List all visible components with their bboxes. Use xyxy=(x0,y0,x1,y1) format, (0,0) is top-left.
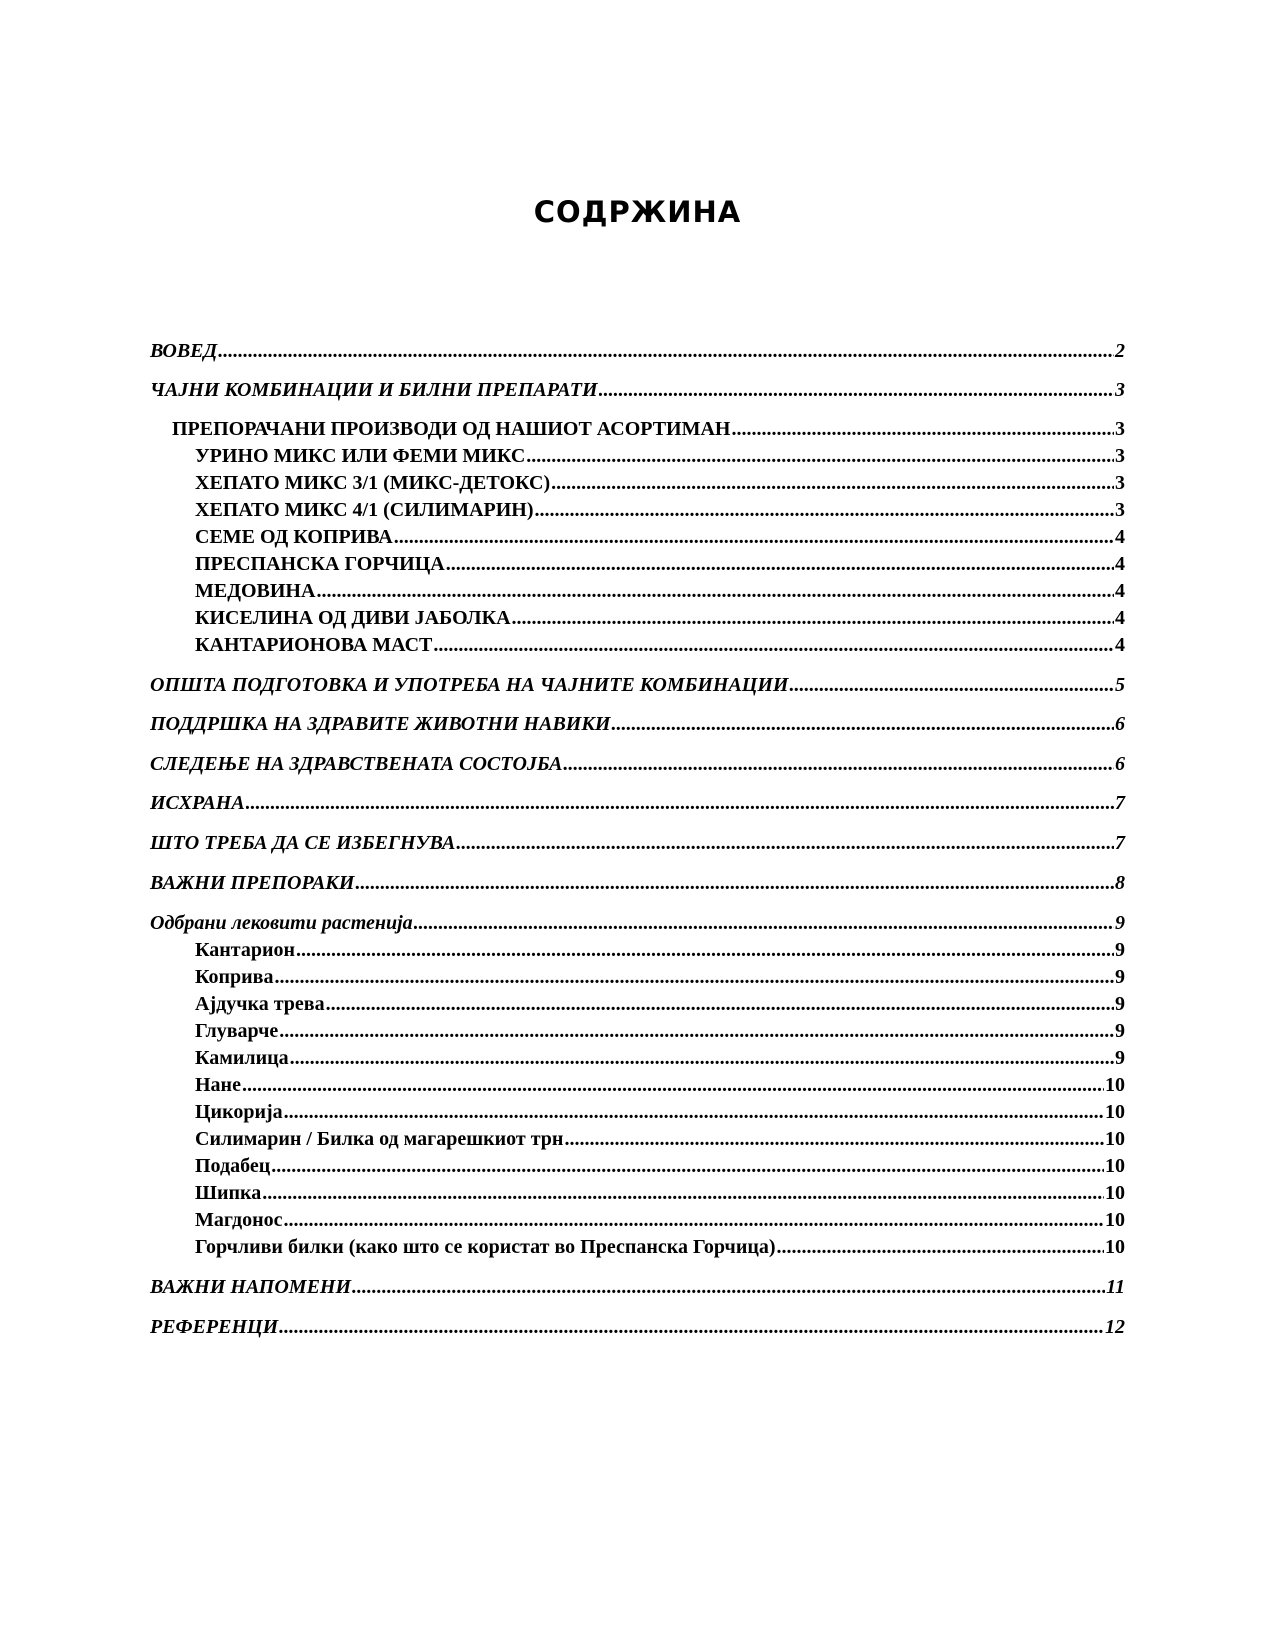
toc-entry[interactable] xyxy=(150,1018,1125,1045)
toc-entry[interactable] xyxy=(150,1126,1125,1153)
toc-entry[interactable] xyxy=(150,790,1125,817)
toc-entry-label: Подабец xyxy=(195,1155,271,1177)
toc-dot-leader xyxy=(284,1099,1104,1126)
toc-entry[interactable] xyxy=(150,377,1125,404)
toc-dot-leader xyxy=(242,1072,1104,1099)
toc-entry[interactable] xyxy=(150,711,1125,738)
toc-entry[interactable] xyxy=(150,338,1125,365)
toc-entry-page-number: 2 xyxy=(1115,340,1125,362)
toc-entry-page-number: 12 xyxy=(1105,1316,1125,1338)
toc-entry-label: МЕДОВИНА xyxy=(195,580,316,602)
toc-dot-leader xyxy=(456,830,1114,857)
toc-entry-page-number: 10 xyxy=(1105,1101,1125,1123)
toc-entry-label: ОПШТА ПОДГОТОВКА И УПОТРЕБА НА ЧАЈНИТЕ КОМБИНАЦИИ xyxy=(150,674,789,696)
toc-entry-page-number: 3 xyxy=(1115,379,1125,401)
toc-entry-label: Кантарион xyxy=(195,939,295,961)
toc-entry[interactable] xyxy=(150,751,1125,778)
toc-entry-page-number: 4 xyxy=(1115,580,1125,602)
toc-entry[interactable] xyxy=(150,470,1125,497)
toc-entry-page-number: 3 xyxy=(1115,472,1125,494)
toc-entry-label: Камилица xyxy=(195,1047,289,1069)
toc-entry[interactable] xyxy=(150,443,1125,470)
toc-entry[interactable] xyxy=(150,551,1125,578)
toc-entry[interactable] xyxy=(150,1234,1125,1261)
toc-entry-label: ИСХРАНА xyxy=(150,792,245,814)
toc-dot-leader xyxy=(611,711,1114,738)
toc-entry[interactable] xyxy=(150,1153,1125,1180)
toc-entry[interactable] xyxy=(150,991,1125,1018)
toc-dot-leader xyxy=(732,416,1115,443)
toc-entry-label: Нане xyxy=(195,1074,241,1096)
toc-entry-label: СЕМЕ ОД КОПРИВА xyxy=(195,526,393,548)
toc-entry-page-number: 10 xyxy=(1105,1236,1125,1258)
toc-dot-leader xyxy=(271,1153,1104,1180)
toc-entry-page-number: 5 xyxy=(1115,674,1125,696)
toc-dot-leader xyxy=(218,338,1114,365)
toc-entry-label: Глуварче xyxy=(195,1020,279,1042)
toc-entry-label: Одбрани лековити растенија xyxy=(150,912,413,934)
toc-entry-page-number: 3 xyxy=(1115,418,1125,440)
toc-entry-label: ПРЕСПАНСКА ГОРЧИЦА xyxy=(195,553,445,575)
toc-entry-label: СЛЕДЕЊЕ НА ЗДРАВСТВЕНАТА СОСТОЈБА xyxy=(150,753,563,775)
toc-entry[interactable] xyxy=(150,416,1125,443)
toc-entry-page-number: 10 xyxy=(1105,1074,1125,1096)
toc-entry-label: ХЕПАТО МИКС 3/1 (МИКС-ДЕТОКС) xyxy=(195,472,551,494)
toc-dot-leader xyxy=(355,870,1114,897)
toc-dot-leader xyxy=(296,937,1114,964)
toc-entry-label: ВАЖНИ НАПОМЕНИ xyxy=(150,1276,352,1298)
toc-entry-label: Силимарин / Билка од магарешкиот трн xyxy=(195,1128,564,1150)
toc-entry-page-number: 4 xyxy=(1115,607,1125,629)
toc-dot-leader xyxy=(246,790,1114,817)
toc-entry[interactable] xyxy=(150,1099,1125,1126)
toc-entry-page-number: 4 xyxy=(1115,553,1125,575)
toc-entry-label: Цикорија xyxy=(195,1101,283,1123)
toc-dot-leader xyxy=(526,443,1114,470)
toc-entry-page-number: 4 xyxy=(1115,526,1125,548)
toc-entry[interactable] xyxy=(150,497,1125,524)
toc-dot-leader xyxy=(283,1207,1104,1234)
toc-entry-label: ПОДДРШКА НА ЗДРАВИТЕ ЖИВОТНИ НАВИКИ xyxy=(150,713,611,735)
toc-entry-label: Коприва xyxy=(195,966,274,988)
page-title: СОДРЖИНА xyxy=(533,195,742,229)
toc-dot-leader xyxy=(789,672,1114,699)
toc-dot-leader xyxy=(535,497,1114,524)
toc-entry-label: ВАЖНИ ПРЕПОРАКИ xyxy=(150,872,355,894)
toc-entry-page-number: 3 xyxy=(1115,445,1125,467)
toc-entry-label: КАНТАРИОНОВА МАСТ xyxy=(195,634,433,656)
toc-dot-leader xyxy=(316,578,1114,605)
toc-entry-label: Шипка xyxy=(195,1182,262,1204)
toc-entry-label: УРИНО МИКС ИЛИ ФЕМИ МИКС xyxy=(195,445,526,467)
toc-entry[interactable] xyxy=(150,1314,1125,1341)
toc-dot-leader xyxy=(274,964,1114,991)
toc-entry[interactable] xyxy=(150,830,1125,857)
toc-entry-page-number: 9 xyxy=(1115,1047,1125,1069)
toc-entry[interactable] xyxy=(150,1180,1125,1207)
toc-dot-leader xyxy=(551,470,1114,497)
toc-entry[interactable] xyxy=(150,964,1125,991)
toc-entry[interactable] xyxy=(150,524,1125,551)
toc-entry[interactable] xyxy=(150,1045,1125,1072)
toc-entry[interactable] xyxy=(150,1072,1125,1099)
toc-dot-leader xyxy=(564,1126,1104,1153)
toc-dot-leader xyxy=(262,1180,1104,1207)
toc-dot-leader xyxy=(599,377,1114,404)
toc-entry-label: Ајдучка трева xyxy=(195,993,325,1015)
toc-entry-label: ЧАЈНИ КОМБИНАЦИИ И БИЛНИ ПРЕПАРАТИ xyxy=(150,379,598,401)
toc-dot-leader xyxy=(414,910,1114,937)
toc-entry-page-number: 9 xyxy=(1115,993,1125,1015)
toc-entry-page-number: 10 xyxy=(1105,1182,1125,1204)
toc-entry-page-number: 7 xyxy=(1115,792,1125,814)
toc-entry[interactable] xyxy=(150,910,1125,937)
toc-entry-page-number: 9 xyxy=(1115,1020,1125,1042)
toc-entry-label: ПРЕПОРАЧАНИ ПРОИЗВОДИ ОД НАШИОТ АСОРТИМАН xyxy=(172,418,731,440)
toc-entry-page-number: 4 xyxy=(1115,634,1125,656)
toc-dot-leader xyxy=(777,1234,1104,1261)
toc-dot-leader xyxy=(290,1045,1114,1072)
toc-entry[interactable] xyxy=(150,870,1125,897)
toc-entry[interactable] xyxy=(150,1274,1125,1301)
toc-dot-leader xyxy=(352,1274,1105,1301)
toc-entry[interactable] xyxy=(150,578,1125,605)
toc-dot-leader xyxy=(512,605,1114,632)
toc-dot-leader xyxy=(446,551,1114,578)
toc-entry-page-number: 9 xyxy=(1115,939,1125,961)
toc-entry-page-number: 10 xyxy=(1105,1128,1125,1150)
toc-entry[interactable] xyxy=(150,605,1125,632)
toc-entry-label: ШТО ТРЕБА ДА СЕ ИЗБЕГНУВА xyxy=(150,832,456,854)
toc-dot-leader xyxy=(279,1314,1104,1341)
toc-entry[interactable] xyxy=(150,632,1125,659)
toc-entry[interactable] xyxy=(150,937,1125,964)
toc-entry-label: Горчливи билки (како што се користат во Преспанска Горчица) xyxy=(195,1236,776,1258)
toc-entry-page-number: 6 xyxy=(1115,753,1125,775)
toc-entry-page-number: 11 xyxy=(1106,1276,1125,1298)
toc-entry-page-number: 10 xyxy=(1105,1155,1125,1177)
toc-entry-page-number: 9 xyxy=(1115,912,1125,934)
toc-entry-label: РЕФЕРЕНЦИ xyxy=(150,1316,279,1338)
toc-dot-leader xyxy=(326,991,1114,1018)
toc-entry-page-number: 3 xyxy=(1115,499,1125,521)
toc-entry-label: КИСЕЛИНА ОД ДИВИ ЈАБОЛКА xyxy=(195,607,511,629)
toc-dot-leader xyxy=(279,1018,1114,1045)
toc-entry-label: Магдонос xyxy=(195,1209,283,1231)
toc-entry[interactable] xyxy=(150,1207,1125,1234)
toc-entry-label: ХЕПАТО МИКС 4/1 (СИЛИМАРИН) xyxy=(195,499,534,521)
toc-dot-leader xyxy=(563,751,1114,778)
toc-entry-page-number: 8 xyxy=(1115,872,1125,894)
toc-entry-label: ВОВЕД xyxy=(150,340,218,362)
toc-entry-page-number: 10 xyxy=(1105,1209,1125,1231)
toc-entry-page-number: 7 xyxy=(1115,832,1125,854)
toc-dot-leader xyxy=(394,524,1114,551)
toc-entry[interactable] xyxy=(150,672,1125,699)
toc-entry-page-number: 6 xyxy=(1115,713,1125,735)
toc-dot-leader xyxy=(433,632,1114,659)
toc-entry-page-number: 9 xyxy=(1115,966,1125,988)
